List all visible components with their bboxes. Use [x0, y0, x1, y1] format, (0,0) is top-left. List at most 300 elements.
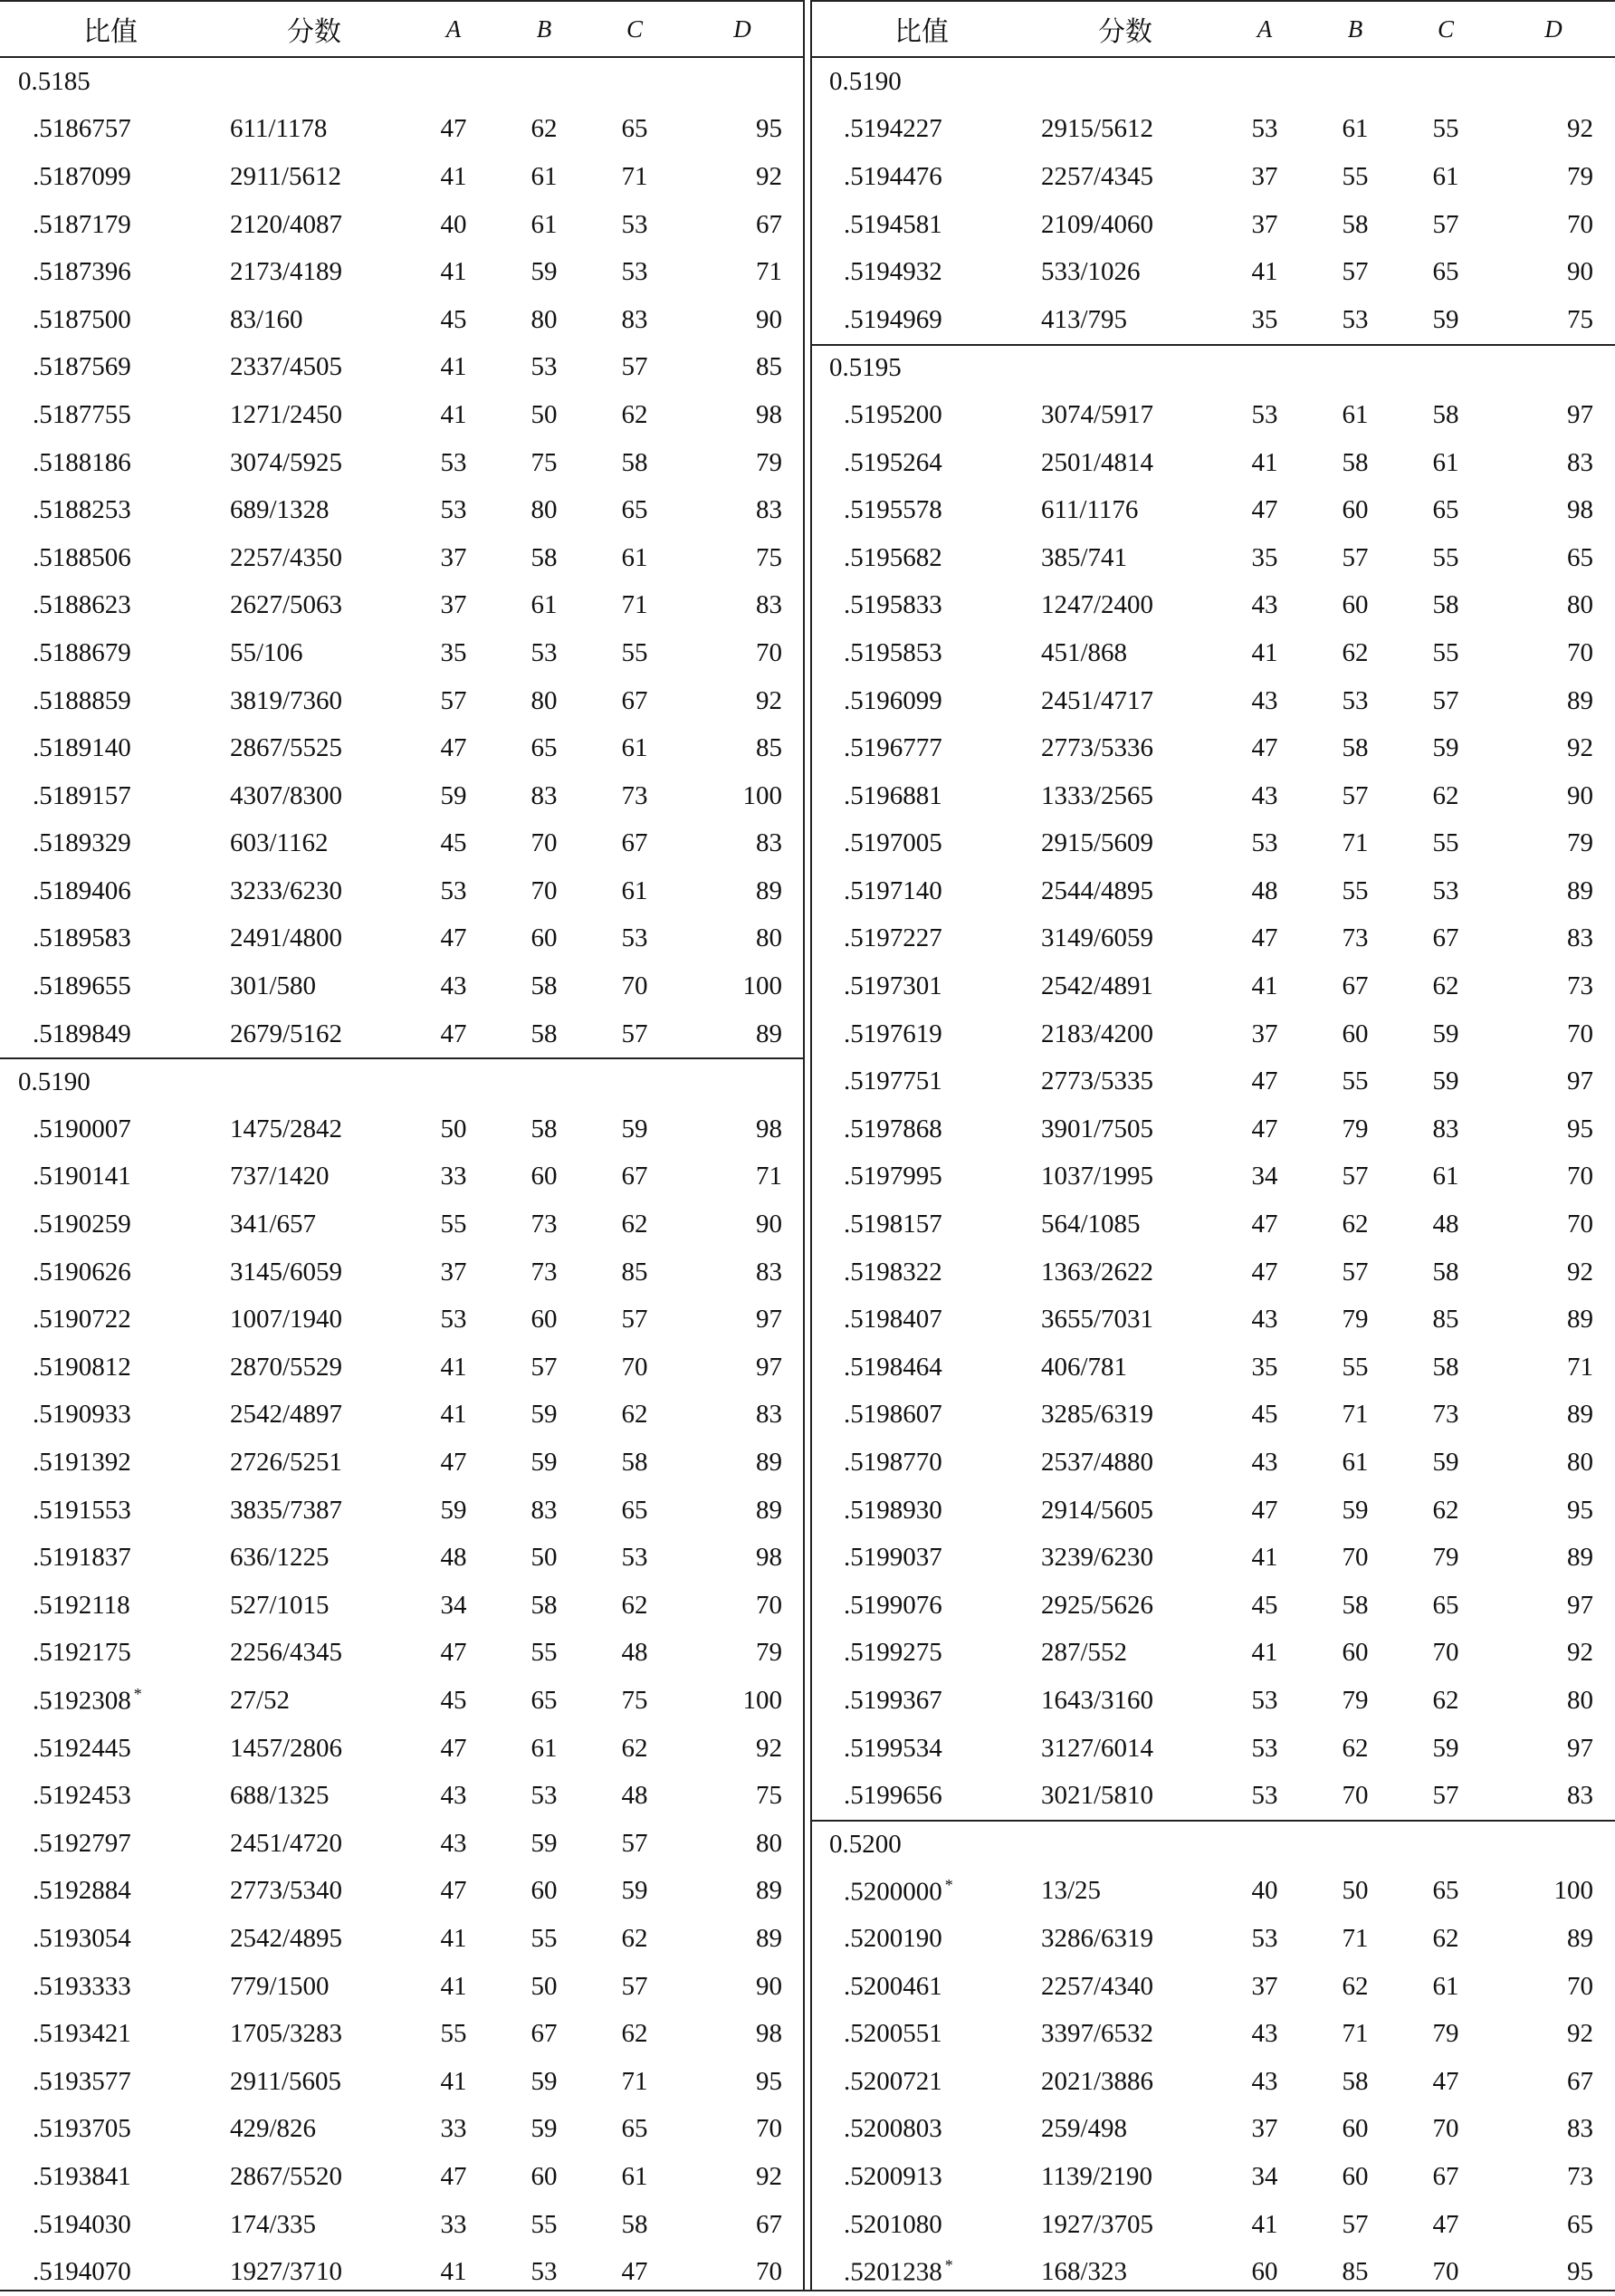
fraction-cell: 2544/4895 — [1041, 875, 1154, 905]
table-row — [0, 1248, 804, 1296]
c-cell: 47 — [621, 2257, 648, 2287]
a-cell: 59 — [440, 1495, 467, 1525]
table-row — [0, 724, 804, 772]
c-cell: 73 — [621, 780, 648, 810]
b-cell: 53 — [530, 637, 558, 667]
fraction-cell: 2183/4200 — [1041, 1019, 1154, 1048]
table-row — [0, 1153, 804, 1201]
fraction-cell: 1007/1940 — [230, 1305, 343, 1335]
c-cell: 79 — [1432, 1543, 1459, 1573]
fraction-cell: 168/323 — [1041, 2257, 1128, 2287]
ratio-value: .5199037 — [844, 1543, 942, 1573]
table-row — [811, 962, 1615, 1010]
table-row — [0, 1868, 804, 1916]
d-cell: 83 — [756, 828, 782, 858]
fraction-cell: 2337/4505 — [230, 352, 343, 382]
c-cell: 83 — [621, 304, 648, 334]
ratio-cell — [0, 1924, 221, 1954]
ratio-value: .5194969 — [844, 304, 942, 334]
a-cell: 37 — [1251, 1971, 1278, 2001]
a-cell: 53 — [1251, 399, 1278, 429]
d-cell: 80 — [1567, 590, 1593, 620]
c-cell: 85 — [1432, 1305, 1459, 1335]
c-cell: 62 — [621, 399, 648, 429]
a-cell: 53 — [1251, 1685, 1278, 1715]
d-cell: 75 — [756, 542, 782, 572]
ratio-cell — [0, 352, 221, 382]
a-cell: 41 — [440, 1923, 467, 1953]
fraction-cell: 2911/5612 — [230, 161, 341, 191]
d-cell: 92 — [1567, 1638, 1593, 1668]
d-cell: 90 — [756, 304, 782, 334]
a-cell: 48 — [440, 1543, 467, 1573]
b-cell: 62 — [1342, 1971, 1369, 2001]
ratio-cell — [811, 1258, 1032, 1287]
ratio-value: .5197227 — [844, 923, 942, 953]
b-cell: 58 — [530, 542, 558, 572]
ratio-cell — [811, 876, 1032, 906]
c-cell: 57 — [1432, 685, 1459, 715]
fraction-cell: 4307/8300 — [230, 780, 343, 810]
c-cell: 61 — [621, 542, 648, 572]
fraction-cell: 174/335 — [230, 2209, 317, 2239]
b-cell: 61 — [1342, 1448, 1369, 1478]
b-cell: 58 — [1342, 447, 1369, 477]
a-cell: 41 — [1251, 2209, 1278, 2239]
ratio-value: .5198407 — [844, 1305, 942, 1335]
ratio-value: .5188253 — [33, 495, 131, 525]
fraction-cell: 2501/4814 — [1041, 447, 1154, 477]
b-cell: 57 — [530, 1352, 558, 1382]
a-cell: 47 — [440, 114, 467, 144]
ratio-value: .5194227 — [844, 114, 942, 144]
b-cell: 50 — [530, 399, 558, 429]
a-cell: 43 — [1251, 780, 1278, 810]
ratio-cell — [811, 828, 1032, 858]
table-row — [811, 2201, 1615, 2249]
table-row — [0, 201, 804, 249]
table-panel-left — [0, 0, 804, 2291]
d-cell: 89 — [756, 1876, 782, 1906]
d-cell: 89 — [756, 1923, 782, 1953]
c-cell: 59 — [1432, 733, 1459, 763]
b-cell: 65 — [530, 733, 558, 763]
a-cell: 45 — [440, 828, 467, 858]
b-cell: 55 — [530, 1638, 558, 1668]
c-cell: 65 — [621, 1495, 648, 1525]
table-row — [811, 1010, 1615, 1058]
ratio-value: .5193705 — [33, 2114, 131, 2144]
table-row — [811, 439, 1615, 487]
table-row — [0, 391, 804, 439]
ratio-value: .5187755 — [33, 399, 131, 429]
a-cell: 60 — [1251, 2257, 1278, 2287]
b-cell: 58 — [530, 971, 558, 1001]
ratio-cell — [811, 590, 1032, 620]
ratio-cell — [0, 971, 221, 1001]
ratio-value: .5187569 — [33, 352, 131, 382]
a-cell: 47 — [1251, 495, 1278, 525]
b-cell: 60 — [1342, 590, 1369, 620]
d-cell: 71 — [756, 1162, 782, 1191]
ratio-value: .5192118 — [33, 1590, 130, 1620]
c-cell: 70 — [1432, 2114, 1459, 2144]
header-c: C — [626, 14, 643, 43]
ratio-cell — [0, 2067, 221, 2097]
ratio-cell — [0, 210, 221, 240]
ratio-cell — [811, 2067, 1032, 2097]
b-cell: 58 — [1342, 2066, 1369, 2096]
d-cell: 89 — [1567, 875, 1593, 905]
a-cell: 37 — [440, 542, 467, 572]
b-cell: 60 — [1342, 2114, 1369, 2144]
fraction-cell: 737/1420 — [230, 1162, 330, 1191]
d-cell: 65 — [1567, 542, 1593, 572]
d-cell: 100 — [742, 971, 782, 1001]
ratio-cell — [811, 1638, 1032, 1668]
ratio-cell — [0, 1829, 221, 1859]
fraction-cell: 2773/5336 — [1041, 733, 1154, 763]
a-cell: 47 — [440, 733, 467, 763]
a-cell: 47 — [1251, 1495, 1278, 1525]
ratio-cell — [811, 400, 1032, 430]
b-cell: 57 — [1342, 2209, 1369, 2239]
b-cell: 67 — [1342, 971, 1369, 1001]
b-cell: 59 — [530, 257, 558, 287]
ratio-cell — [811, 162, 1032, 192]
exact-ratio-marker: * — [944, 1875, 953, 1894]
table-row — [811, 1725, 1615, 1773]
c-cell: 55 — [1432, 637, 1459, 667]
fraction-cell: 3074/5925 — [230, 447, 343, 477]
a-cell: 41 — [1251, 637, 1278, 667]
b-cell: 59 — [530, 1828, 558, 1858]
b-cell: 62 — [530, 114, 558, 144]
table-row — [811, 1868, 1615, 1916]
b-cell: 55 — [530, 2209, 558, 2239]
fraction-cell: 2773/5335 — [1041, 1067, 1154, 1096]
b-cell: 50 — [530, 1971, 558, 2001]
fraction-cell: 2537/4880 — [1041, 1448, 1154, 1478]
ratio-cell — [811, 1400, 1032, 1430]
table-row — [811, 1296, 1615, 1344]
fraction-cell: 2173/4189 — [230, 257, 343, 287]
d-cell: 97 — [756, 1352, 782, 1382]
d-cell: 83 — [756, 1257, 782, 1287]
ratio-cell — [0, 1162, 221, 1191]
c-cell: 73 — [1432, 1400, 1459, 1430]
group-heading: 0.5200 — [811, 1820, 1615, 1868]
table-row — [811, 248, 1615, 296]
b-cell: 80 — [530, 685, 558, 715]
ratio-value: .5200551 — [844, 2019, 942, 2049]
a-cell: 47 — [1251, 1114, 1278, 1143]
b-cell: 73 — [530, 1257, 558, 1287]
ratio-cell — [811, 923, 1032, 953]
b-cell: 50 — [530, 1543, 558, 1573]
a-cell: 47 — [1251, 1067, 1278, 1096]
fraction-cell: 1333/2565 — [1041, 780, 1154, 810]
b-cell: 53 — [530, 2257, 558, 2287]
a-cell: 47 — [440, 1733, 467, 1763]
ratio-value: .5199534 — [844, 1733, 942, 1763]
table-row — [811, 1392, 1615, 1440]
b-cell: 57 — [1342, 542, 1369, 572]
d-cell: 89 — [756, 875, 782, 905]
ratio-cell — [0, 590, 221, 620]
ratio-cell — [811, 543, 1032, 573]
a-cell: 53 — [1251, 1781, 1278, 1811]
ratio-value: .5197140 — [844, 875, 942, 905]
c-cell: 57 — [621, 1828, 648, 1858]
table-row — [0, 772, 804, 820]
table-row — [0, 296, 804, 344]
c-cell: 55 — [621, 637, 648, 667]
fraction-cell: 406/781 — [1041, 1352, 1128, 1382]
ratio-cell — [811, 1067, 1032, 1096]
c-cell: 58 — [621, 1448, 648, 1478]
c-cell: 85 — [621, 1257, 648, 1287]
table-row — [0, 629, 804, 677]
table-row — [0, 1392, 804, 1440]
ratio-cell — [811, 1305, 1032, 1335]
d-cell: 83 — [1567, 1781, 1593, 1811]
table-row — [0, 106, 804, 154]
b-cell: 71 — [1342, 1400, 1369, 1430]
c-cell: 70 — [1432, 1638, 1459, 1668]
d-cell: 92 — [756, 161, 782, 191]
d-cell: 89 — [1567, 1543, 1593, 1573]
ratio-value: .5198930 — [844, 1495, 942, 1525]
table-row — [0, 1010, 804, 1058]
b-cell: 59 — [530, 2114, 558, 2144]
ratio-cell — [811, 1210, 1032, 1239]
ratio-value: .5188506 — [33, 542, 131, 572]
d-cell: 85 — [756, 352, 782, 382]
ratio-cell — [0, 305, 221, 335]
ratio-cell — [811, 2114, 1032, 2144]
d-cell: 95 — [756, 114, 782, 144]
ratio-cell — [811, 1162, 1032, 1191]
b-cell: 58 — [1342, 1590, 1369, 1620]
b-cell: 73 — [530, 1210, 558, 1239]
a-cell: 37 — [1251, 2114, 1278, 2144]
b-cell: 80 — [530, 304, 558, 334]
table-row — [811, 1201, 1615, 1248]
c-cell: 62 — [1432, 1923, 1459, 1953]
table-row — [811, 1915, 1615, 1963]
c-cell: 62 — [1432, 780, 1459, 810]
c-cell: 65 — [1432, 257, 1459, 287]
fraction-cell: 1475/2842 — [230, 1114, 343, 1143]
c-cell: 58 — [621, 447, 648, 477]
ratio-cell — [0, 114, 221, 144]
table-header-row — [811, 0, 1615, 58]
a-cell: 47 — [440, 1019, 467, 1048]
d-cell: 83 — [1567, 447, 1593, 477]
a-cell: 43 — [1251, 1305, 1278, 1335]
fraction-cell: 55/106 — [230, 637, 303, 667]
table-row — [811, 1630, 1615, 1678]
c-cell: 67 — [1432, 923, 1459, 953]
fraction-cell: 2491/4800 — [230, 923, 343, 953]
d-cell: 98 — [756, 2019, 782, 2049]
b-cell: 55 — [530, 1923, 558, 1953]
c-cell: 61 — [621, 2161, 648, 2191]
a-cell: 53 — [1251, 828, 1278, 858]
c-cell: 59 — [621, 1114, 648, 1143]
b-cell: 53 — [1342, 685, 1369, 715]
table-row — [811, 724, 1615, 772]
c-cell: 57 — [621, 1971, 648, 2001]
a-cell: 41 — [440, 2257, 467, 2287]
header-b: B — [536, 14, 552, 43]
table-row — [0, 1201, 804, 1248]
table-row — [811, 1534, 1615, 1582]
d-cell: 70 — [1567, 1210, 1593, 1239]
ratio-cell — [0, 448, 221, 478]
c-cell: 53 — [621, 1543, 648, 1573]
c-cell: 53 — [1432, 875, 1459, 905]
d-cell: 70 — [1567, 1019, 1593, 1048]
c-cell: 70 — [621, 971, 648, 1001]
table-row — [0, 439, 804, 487]
ratio-value: .5197751 — [844, 1067, 942, 1096]
d-cell: 89 — [756, 1495, 782, 1525]
c-cell: 62 — [1432, 1495, 1459, 1525]
d-cell: 70 — [756, 637, 782, 667]
c-cell: 67 — [621, 1162, 648, 1191]
a-cell: 43 — [440, 1781, 467, 1811]
table-row — [0, 2153, 804, 2201]
b-cell: 61 — [1342, 114, 1369, 144]
ratio-cell — [811, 448, 1032, 478]
b-cell: 75 — [530, 447, 558, 477]
b-cell: 60 — [530, 2161, 558, 2191]
fraction-cell: 3239/6230 — [1041, 1543, 1154, 1573]
d-cell: 73 — [1567, 971, 1593, 1001]
c-cell: 58 — [1432, 399, 1459, 429]
b-cell: 57 — [1342, 780, 1369, 810]
ratio-value: .5193421 — [33, 2019, 131, 2049]
ratio-value: .5191553 — [33, 1495, 131, 1525]
ratio-cell — [811, 1353, 1032, 1382]
table-row — [811, 1487, 1615, 1535]
ratio-value: .5200721 — [844, 2066, 942, 2096]
table-row — [0, 1296, 804, 1344]
ratio-cell — [0, 876, 221, 906]
d-cell: 92 — [756, 1733, 782, 1763]
b-cell: 59 — [530, 1400, 558, 1430]
d-cell: 97 — [756, 1305, 782, 1335]
a-cell: 37 — [1251, 161, 1278, 191]
d-cell: 71 — [756, 257, 782, 287]
ratio-cell — [0, 1876, 221, 1906]
d-cell: 90 — [756, 1971, 782, 2001]
d-cell: 92 — [1567, 733, 1593, 763]
d-cell: 70 — [1567, 209, 1593, 239]
d-cell: 70 — [1567, 637, 1593, 667]
c-cell: 48 — [621, 1781, 648, 1811]
ratio-value: .5195853 — [844, 637, 942, 667]
fraction-cell: 689/1328 — [230, 495, 330, 525]
fraction-cell: 2257/4345 — [1041, 161, 1154, 191]
ratio-cell — [811, 495, 1032, 525]
table-row — [0, 1344, 804, 1392]
table-row — [811, 1344, 1615, 1392]
b-cell: 67 — [530, 2019, 558, 2049]
b-cell: 61 — [530, 1733, 558, 1763]
fraction-cell: 1927/3705 — [1041, 2209, 1154, 2239]
ratio-value: .5194030 — [33, 2209, 131, 2239]
c-cell: 71 — [621, 2066, 648, 2096]
header-d: D — [1544, 14, 1562, 43]
c-cell: 48 — [621, 1638, 648, 1668]
c-cell: 65 — [1432, 1876, 1459, 1906]
a-cell: 43 — [1251, 2066, 1278, 2096]
a-cell: 47 — [1251, 923, 1278, 953]
table-row — [811, 391, 1615, 439]
ratio-value: .5189406 — [33, 875, 131, 905]
ratio-value: .5198157 — [844, 1210, 942, 1239]
table-row — [811, 296, 1615, 344]
ratio-value: .5188679 — [33, 637, 131, 667]
a-cell: 41 — [440, 352, 467, 382]
c-cell: 57 — [1432, 209, 1459, 239]
fraction-cell: 385/741 — [1041, 542, 1128, 572]
fraction-cell: 533/1026 — [1041, 257, 1141, 287]
header-d: D — [733, 14, 751, 43]
fraction-cell: 2726/5251 — [230, 1448, 343, 1478]
table-row — [811, 153, 1615, 201]
d-cell: 79 — [756, 1638, 782, 1668]
c-cell: 55 — [1432, 542, 1459, 572]
a-cell: 41 — [440, 1971, 467, 2001]
d-cell: 67 — [1567, 2066, 1593, 2096]
ratio-value: .5197995 — [844, 1162, 942, 1191]
a-cell: 45 — [440, 304, 467, 334]
fraction-cell: 2256/4345 — [230, 1638, 343, 1668]
table-row — [0, 1630, 804, 1678]
c-cell: 53 — [621, 209, 648, 239]
c-cell: 57 — [1432, 1781, 1459, 1811]
c-cell: 61 — [1432, 161, 1459, 191]
c-cell: 53 — [621, 923, 648, 953]
table-row — [0, 915, 804, 963]
d-cell: 97 — [1567, 1733, 1593, 1763]
d-cell: 83 — [756, 495, 782, 525]
a-cell: 53 — [440, 495, 467, 525]
fraction-cell: 3655/7031 — [1041, 1305, 1154, 1335]
ratio-value: .5195578 — [844, 495, 942, 525]
fraction-cell: 2867/5525 — [230, 733, 343, 763]
c-cell: 53 — [621, 257, 648, 287]
a-cell: 35 — [1251, 1352, 1278, 1382]
ratio-value: .5198770 — [844, 1448, 942, 1478]
ratio-cell — [811, 971, 1032, 1001]
ratio-cell — [811, 1924, 1032, 1954]
d-cell: 98 — [756, 399, 782, 429]
ratio-cell — [0, 1591, 221, 1621]
table-row — [0, 1677, 804, 1725]
a-cell: 35 — [440, 637, 467, 667]
c-cell: 62 — [621, 1210, 648, 1239]
fraction-cell: 1037/1995 — [1041, 1162, 1154, 1191]
d-cell: 83 — [1567, 2114, 1593, 2144]
fraction-cell: 2773/5340 — [230, 1876, 343, 1906]
fraction-cell: 3149/6059 — [1041, 923, 1154, 953]
b-cell: 55 — [1342, 1067, 1369, 1096]
